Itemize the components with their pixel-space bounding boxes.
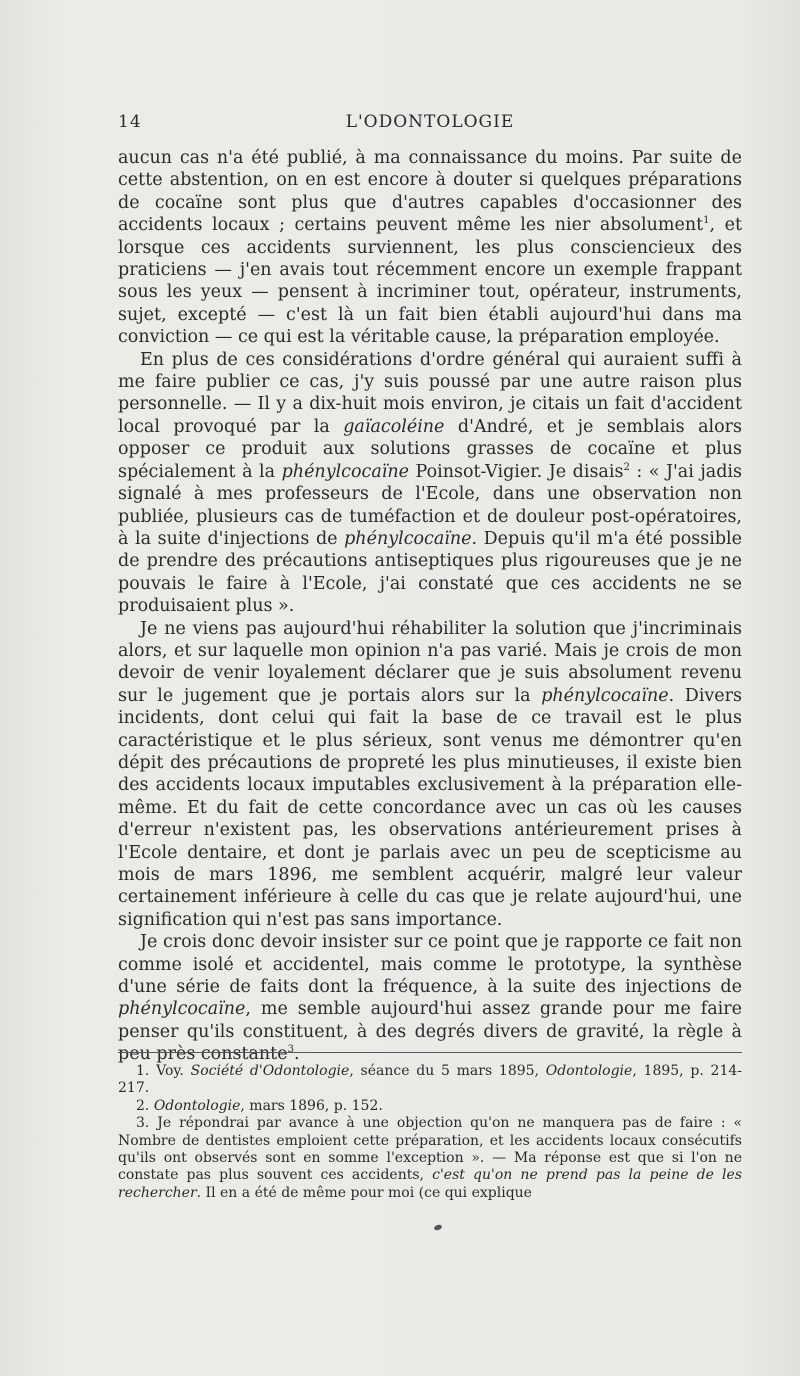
italic-term: phénylcocaïne: [118, 999, 246, 1020]
paragraph-1: [118, 147, 742, 349]
footnotes: [118, 1063, 742, 1202]
italic-term: Société d'Odontologie: [190, 1063, 350, 1079]
body-text: [118, 147, 742, 1066]
italic-term: phénylcocaïne: [281, 461, 409, 482]
italic-term: Odontologie: [545, 1063, 633, 1079]
text-run: Je répondrai par avance à une objection qu'on ne manquera pas de faire : « Nombre de dentistes emploient cette préparation, et les accidents locaux consécutifs qu'ils ont observés sont en somme l'exception ». — Ma réponse est que si l'on ne constate pas plus souvent ces accidents,: [118, 1115, 742, 1184]
footnote-number: 2.: [136, 1097, 150, 1114]
text-run: . Divers incidents, dont celui qui fait la base de ce travail est le plus caractéristique et le plus sérieux, sont venus me démontrer qu'en dépit des précautions de propreté les plus minutieuses, il existe bien des accidents locaux imputables exclusivement à la préparation elle-même. Et du fait de cette concordance avec un cas où les causes d'erreur n'existent pas, les observations antérieurement prises à l'Ecole dentaire, et dont je parlais avec un peu de scepticisme au mois de mars 1896, me semblent acquérir, malgré leur valeur certainement inférieure à celle du cas que je relate aujourd'hui, une signification qui n'est pas sans importance.: [118, 685, 743, 930]
text-run: . Depuis qu'il m'a été possible de prendre des précautions antiseptiques plus rigoureuses que je ne pouvais le faire à l'Ecole, j'ai constaté que ces accidents ne se produisaient plus ».: [118, 528, 742, 617]
italic-term: phénylcocaïne: [541, 685, 669, 706]
paragraph-2: [118, 349, 742, 618]
text-run: Je crois donc devoir insister sur ce point que je rapporte ce fait non comme isolé et accidentel, mais comme le prototype, la synthèse d'une série de faits dont la fréquence, à la suite des injections de: [118, 932, 742, 998]
footnote-number: 3.: [136, 1115, 150, 1132]
footnote-number: 1.: [136, 1063, 150, 1079]
text-run: Je ne viens pas aujourd'hui réhabiliter la solution que j'incriminais alors, et sur laquelle mon opinion n'a pas varié. Mais je crois de mon devoir de venir loyalement déclarer que je suis absolument revenu sur le jugement que je portais alors sur la: [118, 618, 742, 706]
text-run: : « J'ai jadis signalé à mes professeurs de l'Ecole, dans une observation non publiée, plusieurs cas de tuméfaction et de douleur post-opératoires, à la suite d'injections de: [118, 461, 742, 549]
paragraph-3: [118, 618, 742, 932]
footnote-ref-2: 2: [623, 461, 630, 473]
footnote-ref-3: 3: [287, 1044, 294, 1056]
footnote-ref-1: 1: [703, 215, 710, 227]
paragraph-4: [118, 931, 742, 1065]
footnote-divider: [118, 1052, 742, 1053]
text-run: aucun cas n'a été publié, à ma connaissance du moins. Par suite de cette abstention, on en est encore à douter si quelques préparations de cocaïne sont plus que d'autres capables d'occasionner des accidents locaux ; certains peuvent même les nier absolument: [118, 148, 742, 236]
italic-term: phénylcocaïne: [344, 528, 472, 549]
footnote-1: [118, 1063, 742, 1098]
footnote-3: [118, 1115, 742, 1202]
text-run: , et lorsque ces accidents surviennent, les plus consciencieux des praticiens — j'en avais tout récemment encore un exemple frappant sous les yeux — pensent à incriminer tout, opérateur, instruments, sujet, excepté — c'est là un fait bien établi aujourd'hui dans ma conviction — ce qui est la véritable cause, la préparation employée.: [118, 215, 743, 348]
text-run: Poinsot-Vigier. Je disais: [408, 461, 624, 482]
footnote-2: [118, 1098, 742, 1115]
italic-term: gaïacoléine: [343, 416, 445, 437]
running-title: L'ODONTOLOGIE: [345, 112, 515, 132]
text-run: .: [293, 1044, 300, 1065]
italic-term: Odontologie: [153, 1097, 241, 1114]
text-run: , mars 1896, p. 152.: [240, 1097, 383, 1114]
ink-mark: [433, 1224, 442, 1231]
text-run: En plus de ces considérations d'ordre général qui auraient suffi à me faire publier ce cas, j'y suis poussé par une autre raison plus personnelle. — Il y a dix-huit mois environ, je citais un fait d'accident local provoqué par la: [118, 349, 742, 437]
text-run: , séance du 5 mars 1895,: [349, 1063, 546, 1079]
text-run: , me semble aujourd'hui assez grande pour me faire penser qu'ils constituent, à des degrés divers de gravité, la règle à peu près constante: [118, 999, 742, 1065]
text-run: d'André, et je semblais alors opposer ce produit aux solutions grasses de cocaïne et plus spécialement à la: [118, 416, 742, 482]
text-run: , 1895, p. 214-217.: [118, 1063, 742, 1097]
page-header: [118, 112, 742, 140]
text-run: . Il en a été de même pour moi (ce qui explique: [196, 1184, 532, 1201]
italic-term: c'est qu'on ne prend pas la peine de les rechercher: [118, 1167, 742, 1201]
text-run: Voy.: [156, 1063, 191, 1079]
page-number: 14: [118, 112, 142, 132]
